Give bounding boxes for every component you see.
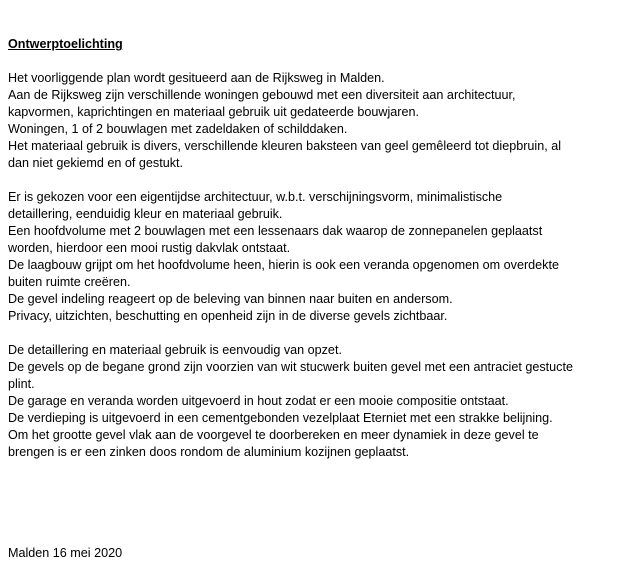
document-body xyxy=(8,36,624,478)
paragraph-line: De detaillering en materiaal gebruik is eenvoudig van opzet. xyxy=(8,343,342,357)
paragraph-line: plint. xyxy=(8,377,35,391)
paragraph-line: Een hoofdvolume met 2 bouwlagen met een lessenaars dak waarop de zonnepanelen geplaatst xyxy=(8,224,543,238)
paragraph-line: De gevel indeling reageert op de beleving van binnen naar buiten en andersom. xyxy=(8,292,453,306)
paragraph-architecture xyxy=(8,189,624,325)
paragraph-line: Het voorliggende plan wordt gesitueerd aan de Rijksweg in Malden. xyxy=(8,71,385,85)
paragraph-line: De garage en veranda worden uitgevoerd in hout zodat er een mooie compositie ontstaat. xyxy=(8,394,509,408)
paragraph-line: detaillering, eenduidig kleur en materiaal gebruik. xyxy=(8,207,283,221)
paragraph-line: brengen is er een zinken doos rondom de aluminium kozijnen geplaatst. xyxy=(8,445,410,459)
paragraph-line: Het materiaal gebruik is divers, verschillende kleuren baksteen van geel gemêleerd tot diepbruin, al xyxy=(8,139,562,153)
paragraph-line: Privacy, uitzichten, beschutting en openheid zijn in de diverse gevels zichtbaar. xyxy=(8,309,448,323)
paragraph-line: kapvormen, kaprichtingen en materiaal gebruik uit gedateerde bouwjaren. xyxy=(8,105,419,119)
paragraph-line: De verdieping is uitgevoerd in een cementgebonden vezelplaat Eterniet met een strakke belijning. xyxy=(8,411,553,425)
paragraph-line: De laagbouw grijpt om het hoofdvolume heen, hierin is ook een veranda opgenomen om overdekte xyxy=(8,258,559,272)
document-signoff: Malden 16 mei 2020 xyxy=(8,546,123,560)
paragraph-line: Er is gekozen voor een eigentijdse architectuur, w.b.t. verschijningsvorm, minimalistische xyxy=(8,190,503,204)
paragraph-line: buiten ruimte creëren. xyxy=(8,275,131,289)
paragraph-line: Om het grootte gevel vlak aan de voorgevel te doorbereken en meer dynamiek in deze gevel te xyxy=(8,428,539,442)
paragraph-context xyxy=(8,70,624,172)
paragraph-line: worden, hierdoor een mooi rustig dakvlak ontstaat. xyxy=(8,241,291,255)
paragraph-materials xyxy=(8,342,624,461)
paragraph-line: dan niet gekiemd en of gestukt. xyxy=(8,156,184,170)
paragraph-line: Aan de Rijksweg zijn verschillende woningen gebouwd met een diversiteit aan architectuur, xyxy=(8,88,516,102)
paragraph-line: Woningen, 1 of 2 bouwlagen met zadeldaken of schilddaken. xyxy=(8,122,348,136)
document-title: Ontwerptoelichting xyxy=(8,37,123,51)
paragraph-line: De gevels op de begane grond zijn voorzien van wit stucwerk buiten gevel met een antraciet gestucte xyxy=(8,360,573,374)
